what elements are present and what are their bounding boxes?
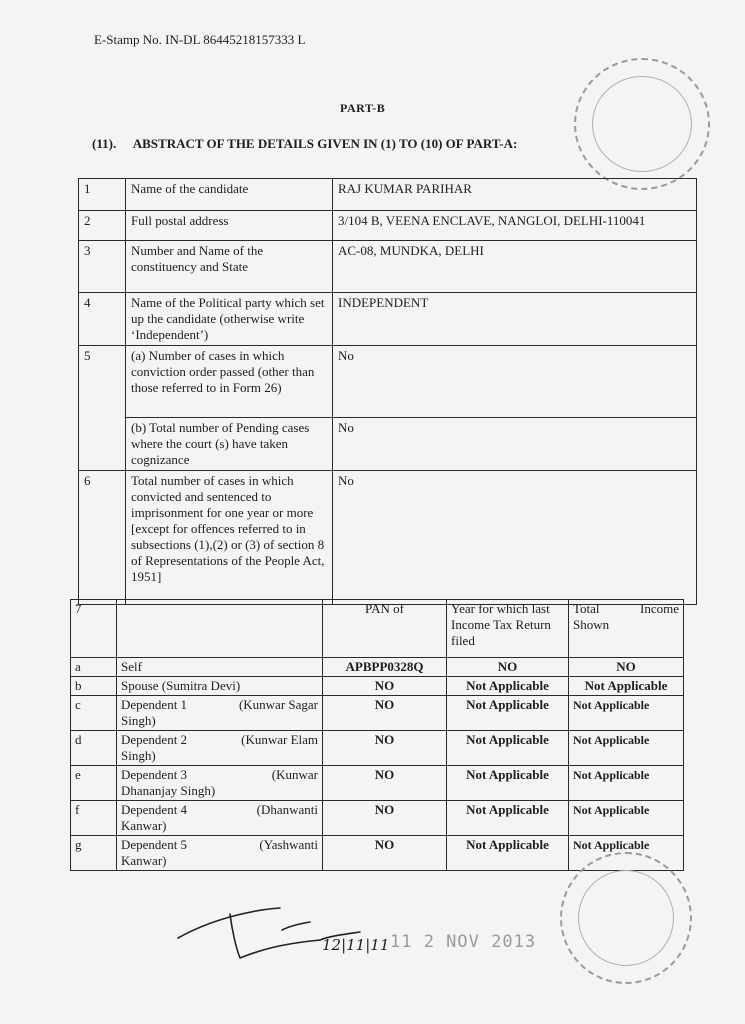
details-table	[78, 178, 697, 605]
signature-date: 12|11|11	[322, 936, 390, 954]
table-row: f Dependent 4 (Dhanwanti Kanwar) NO Not Applicable Not Applicable	[71, 801, 684, 836]
table-row: g Dependent 5 (Yashwanti Kanwar) NO Not Applicable Not Applicable	[71, 836, 684, 871]
pan-table	[70, 599, 684, 871]
pan-header-row	[71, 600, 684, 658]
row-label: (a) Number of cases in which conviction order passed (other than those referred to in Form 26)	[126, 346, 333, 418]
row-value: INDEPENDENT	[333, 293, 697, 346]
row-number: 7	[71, 600, 117, 658]
table-row	[79, 211, 697, 241]
row-number: 5	[79, 346, 126, 471]
official-seal-icon	[560, 852, 692, 984]
row-value: 3/104 B, VEENA ENCLAVE, NANGLOI, DELHI-110041	[333, 211, 697, 241]
table-row: c Dependent 1 (Kunwar Sagar Singh) NO Not Applicable Not Applicable	[71, 696, 684, 731]
row-number: 4	[79, 293, 126, 346]
section-title-text: ABSTRACT OF THE DETAILS GIVEN IN (1) TO (10) OF PART-A:	[132, 136, 518, 151]
table-row	[79, 293, 697, 346]
row-number: 2	[79, 211, 126, 241]
row-label: Number and Name of the constituency and State	[126, 241, 333, 293]
row-value: RAJ KUMAR PARIHAR	[333, 179, 697, 211]
year-header: Year for which last Income Tax Return filed	[447, 600, 569, 658]
table-row	[79, 418, 697, 471]
row-number: 3	[79, 241, 126, 293]
section-title	[92, 136, 517, 152]
official-seal-icon	[574, 58, 710, 190]
row-value: No	[333, 471, 697, 605]
estamp-number: E-Stamp No. IN-DL 86445218157333 L	[94, 32, 306, 47]
table-row	[79, 241, 697, 293]
table-row	[79, 471, 697, 605]
date-stamp: 11 2 NOV 2013	[390, 932, 537, 952]
table-row	[79, 346, 697, 418]
row-number: 1	[79, 179, 126, 211]
table-row: b Spouse (Sumitra Devi) NO Not Applicable Not Applicable	[71, 677, 684, 696]
table-row: a Self APBPP0328Q NO NO	[71, 658, 684, 677]
part-heading: PART-B	[340, 101, 386, 115]
table-row: e Dependent 3 (Kunwar Dhananjay Singh) NO Not Applicable Not Applicable	[71, 766, 684, 801]
row-value: No	[333, 418, 697, 471]
row-number: 6	[79, 471, 126, 605]
row-label: (b) Total number of Pending cases where the court (s) have taken cognizance	[126, 418, 333, 471]
row-label: Name of the Political party which set up the candidate (otherwise write ‘Independent’)	[126, 293, 333, 346]
row-label: Full postal address	[126, 211, 333, 241]
row-value: AC-08, MUNDKA, DELHI	[333, 241, 697, 293]
income-header: Total Income Shown	[569, 600, 684, 658]
row-value: No	[333, 346, 697, 418]
pan-header: PAN of	[323, 600, 447, 658]
table-row	[79, 179, 697, 211]
section-number: (11).	[92, 136, 117, 151]
signature-icon	[170, 900, 370, 970]
row-label: Total number of cases in which convicted and sentenced to imprisonment for one year or more [except for offences referred to in subsections (1),(2) or (3) of section 8 of Representations of the People Act, 1951]	[126, 471, 333, 605]
row-label: Name of the candidate	[126, 179, 333, 211]
table-row: d Dependent 2 (Kunwar Elam Singh) NO Not Applicable Not Applicable	[71, 731, 684, 766]
